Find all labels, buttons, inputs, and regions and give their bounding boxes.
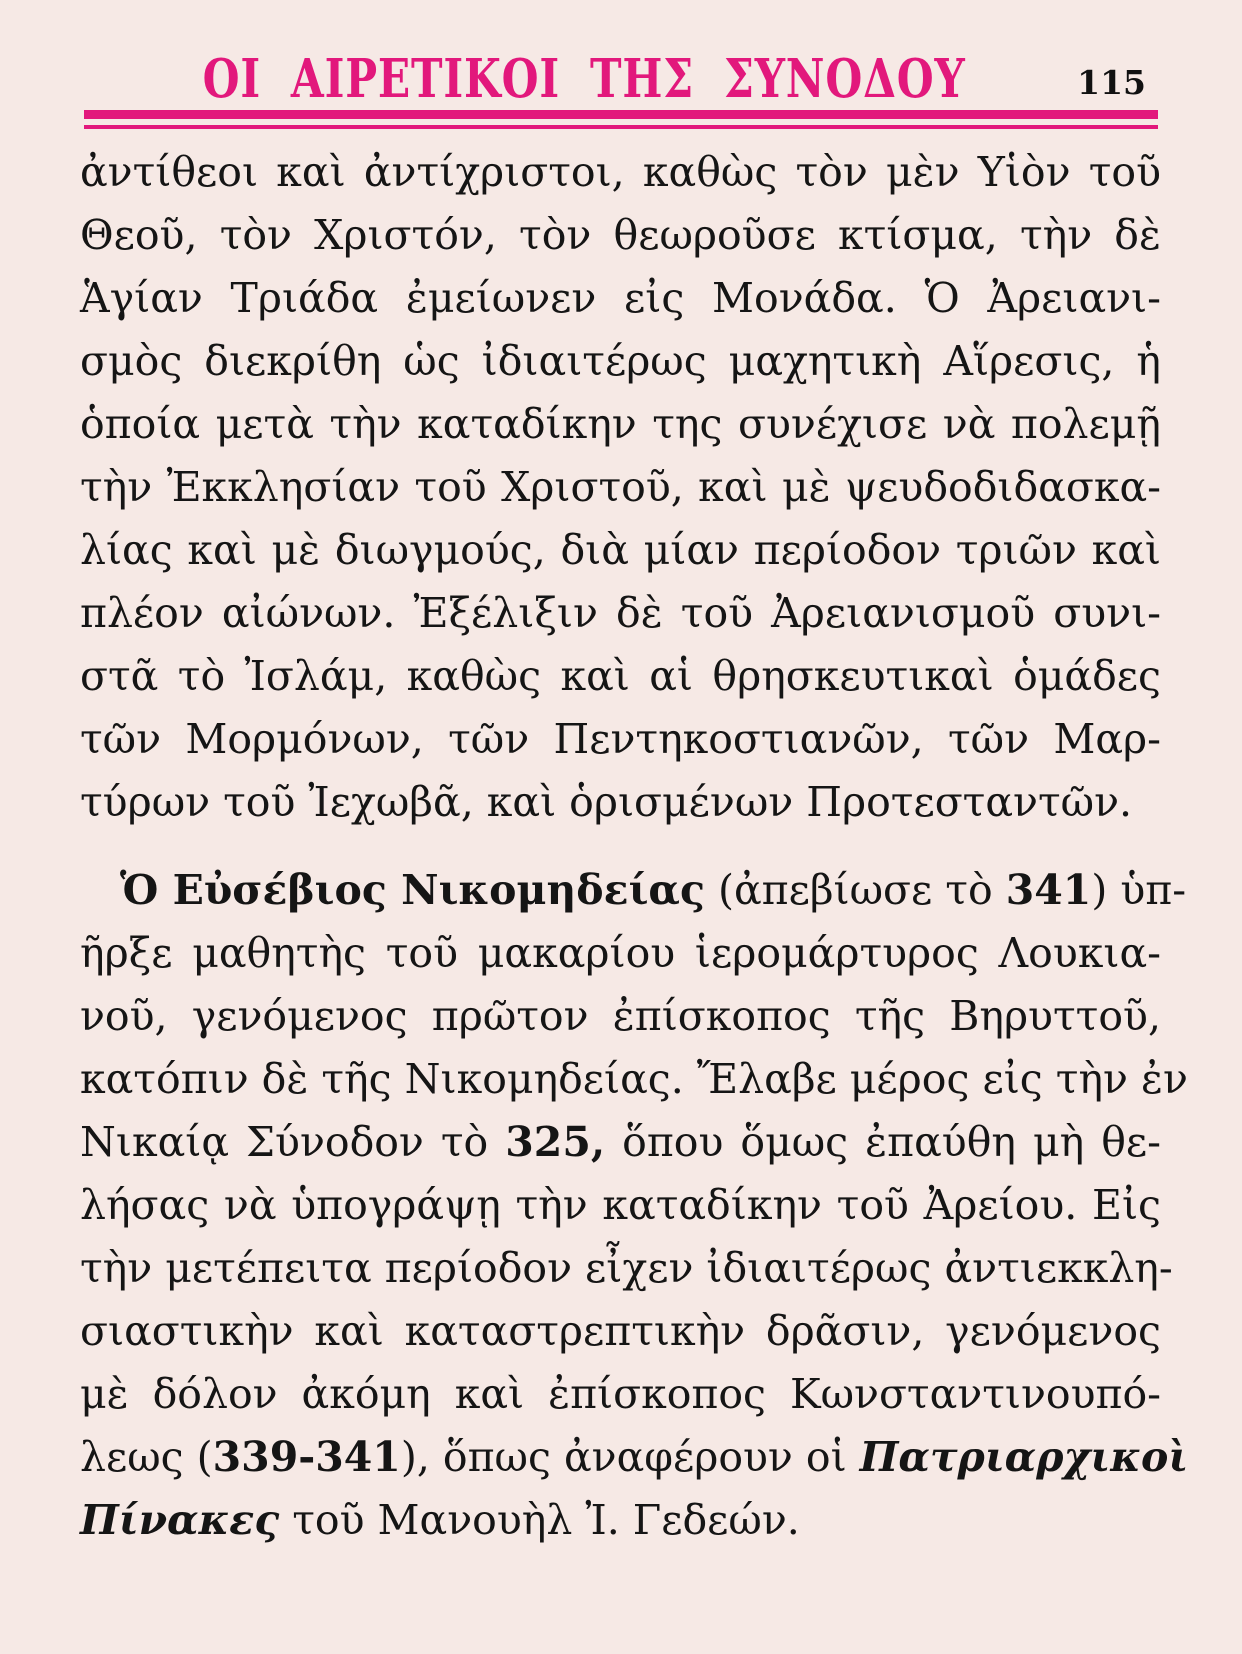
text-run: πλέον αἰώνων. Ἐξέλιξιν δὲ τοῦ Ἀρειανισμοῦ συνι- <box>80 589 1161 637</box>
text-line <box>80 1489 1161 1552</box>
text-run: στᾶ τὸ Ἰσλάμ, καθὼς καὶ αἱ θρησκευτικαὶ ὁμάδες <box>80 652 1161 700</box>
text-run: σμὸς διεκρίθη ὡς ἰδιαιτέρως μαχητικὴ Αἵρεσις, ἡ <box>80 337 1161 385</box>
text-line <box>80 708 1161 771</box>
page-header <box>0 0 1242 129</box>
text-line <box>80 645 1161 708</box>
text-run: ῆρξε μαθητὴς τοῦ μακαρίου ἱερομάρτυρος Λουκια- <box>80 929 1161 977</box>
text-run: τὴν μετέπειτα περίοδον εἶχεν ἰδιαιτέρως ἀντιεκκλη- <box>80 1244 1173 1292</box>
text-line <box>80 204 1161 267</box>
text-run: μὲ δόλον ἀκόμη καὶ ἐπίσκοπος Κωνσταντινουπό- <box>80 1370 1161 1418</box>
text-line <box>80 456 1161 519</box>
text-run: ὁποία μετὰ τὴν καταδίκην της συνέχισε νὰ πολεμῇ <box>80 400 1161 448</box>
page-number: 115 <box>1077 63 1146 102</box>
text-line <box>80 267 1161 330</box>
text-run: λήσας νὰ ὑπογράψῃ τὴν καταδίκην τοῦ Ἀρείου. Εἰς <box>80 1181 1161 1229</box>
text-line <box>80 859 1187 922</box>
text-line <box>80 1363 1161 1426</box>
text-run: ), ὅπως ἀναφέρουν οἱ <box>400 1433 860 1481</box>
text-run: λίας καὶ μὲ διωγμούς, διὰ μίαν περίοδον τριῶν καὶ <box>80 526 1161 574</box>
text-line <box>80 582 1161 645</box>
emphasis-bold: Ὁ Εὐσέβιος Νικομηδείας <box>120 866 705 914</box>
text-run: νοῦ, γενόμενος πρῶτον ἐπίσκοπος τῆς Βηρυττοῦ, <box>80 992 1161 1040</box>
text-run: τύρων τοῦ Ἰεχωβᾶ, καὶ ὁρισμένων Προτεσταντῶν. <box>80 778 1133 826</box>
text-run: λεως ( <box>80 1433 213 1481</box>
running-title-text: ΟΙ ΑΙΡΕΤΙΚΟΙ ΤΗΣ ΣΥΝΟΔΟΥ <box>202 48 966 110</box>
running-title <box>84 48 1158 110</box>
emphasis-bold: 325, <box>505 1118 606 1166</box>
text-run: τὴν Ἐκκλησίαν τοῦ Χριστοῦ, καὶ μὲ ψευδοδιδασκα- <box>80 463 1161 511</box>
text-line <box>80 519 1161 582</box>
text-line <box>80 771 1161 834</box>
text-run: Ἁγίαν Τριάδα ἐμείωνεν εἰς Μονάδα. Ὁ Ἀρειανι- <box>80 274 1161 322</box>
text-run: Θεοῦ, τὸν Χριστόν, τὸν θεωροῦσε κτίσμα, τὴν δὲ <box>80 211 1161 259</box>
text-run: τοῦ Μανουὴλ Ἰ. Γεδεών. <box>279 1496 800 1544</box>
emphasis-bold: 339-341 <box>212 1433 401 1481</box>
emphasis-bold-italic: Πατριαρχικοὶ <box>859 1433 1189 1481</box>
text-line <box>80 922 1161 985</box>
text-line <box>80 1111 1161 1174</box>
header-row <box>84 48 1158 110</box>
body-text <box>0 129 1242 1552</box>
text-line <box>80 1174 1161 1237</box>
text-line <box>80 393 1161 456</box>
text-run: Νικαίᾳ Σύνοδον τὸ <box>80 1118 506 1166</box>
paragraph <box>80 859 1189 1552</box>
text-line <box>80 330 1161 393</box>
text-run: ) ὑπ- <box>1091 866 1187 914</box>
emphasis-bold: 341 <box>1005 866 1092 914</box>
double-rule <box>84 110 1158 129</box>
text-line <box>80 1426 1189 1489</box>
text-run: (ἀπεβίωσε τὸ <box>704 866 1006 914</box>
text-line <box>80 141 1161 204</box>
text-run: τῶν Μορμόνων, τῶν Πεντηκοστιανῶν, τῶν Μαρ- <box>80 715 1161 763</box>
text-line <box>80 1237 1173 1300</box>
paragraph <box>80 141 1161 834</box>
text-run: σιαστικὴν καὶ καταστρεπτικὴν δρᾶσιν, γενόμενος <box>80 1307 1161 1355</box>
text-line <box>80 1048 1188 1111</box>
text-line <box>80 985 1161 1048</box>
rule-thick <box>84 110 1158 119</box>
text-run: ὅπου ὅμως ἐπαύθη μὴ θε- <box>605 1118 1161 1166</box>
text-run: κατόπιν δὲ τῆς Νικομηδείας. Ἔλαβε μέρος εἰς τὴν ἐν <box>80 1055 1188 1103</box>
text-line <box>80 1300 1161 1363</box>
emphasis-bold-italic: Πίνακες <box>80 1496 280 1544</box>
text-run: ἀντίθεοι καὶ ἀντίχριστοι, καθὼς τὸν μὲν Υἱὸν τοῦ <box>80 148 1161 196</box>
